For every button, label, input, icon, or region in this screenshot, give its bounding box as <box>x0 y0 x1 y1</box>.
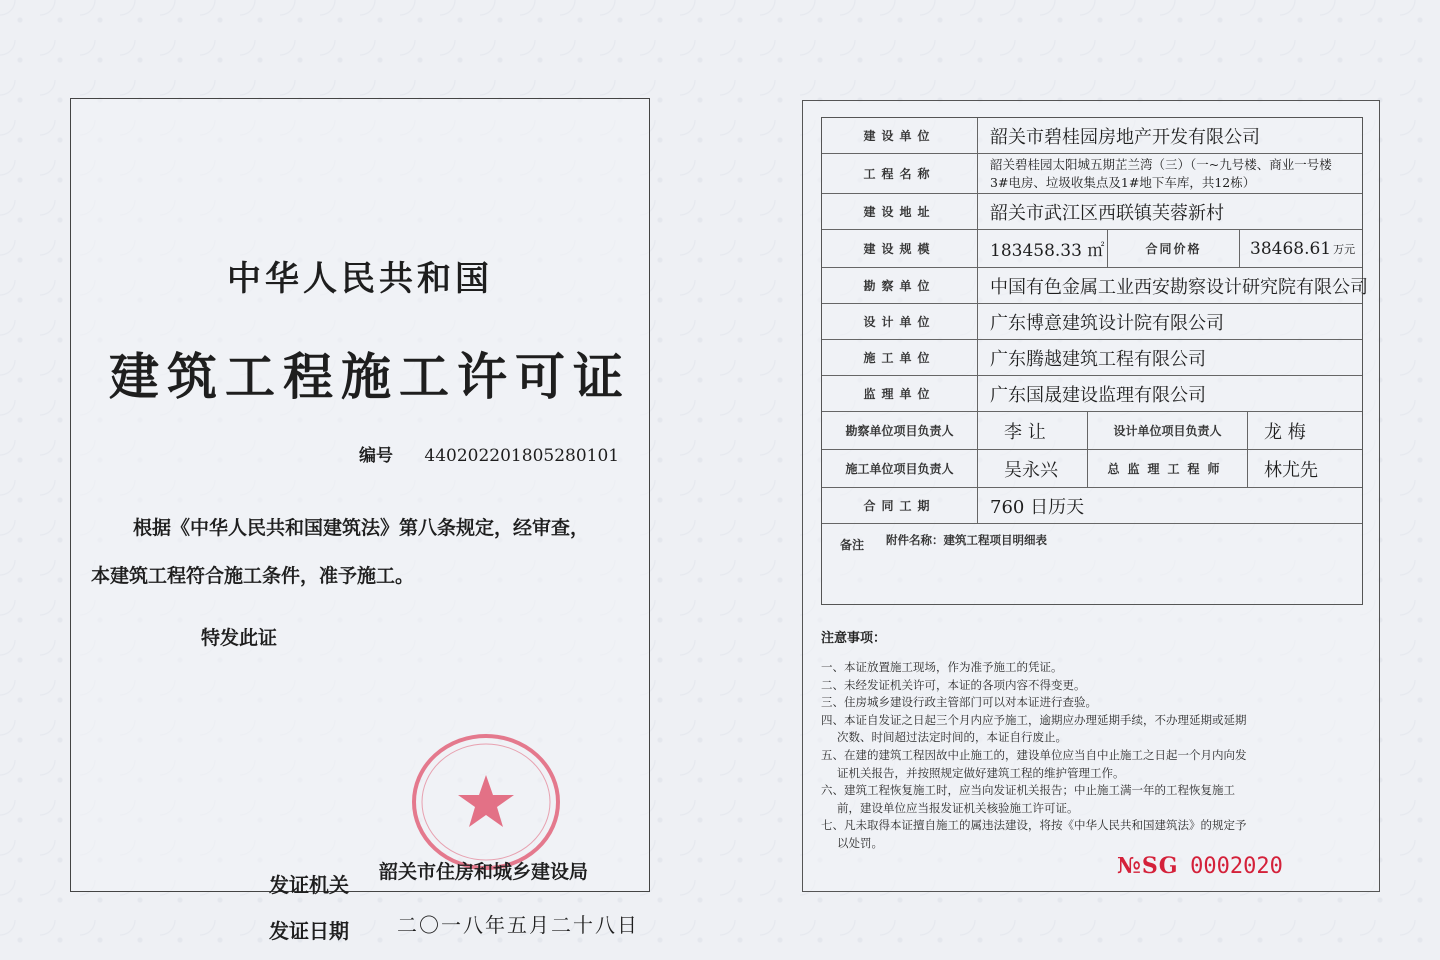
note-item: 证机关报告，并按照规定做好建筑工程的维护管理工作。 <box>837 765 1125 780</box>
table-row <box>822 194 1362 230</box>
permit-cover-page <box>70 98 650 943</box>
row-label: 施工单位项目负责人 <box>822 450 978 487</box>
table-row <box>822 230 1362 268</box>
row-label: 建设单位 <box>822 118 978 153</box>
row-value <box>978 154 1362 193</box>
building-scale-value: 183458.33 ㎡ <box>978 230 1108 267</box>
project-name-line2: 3#电房、垃圾收集点及1#地下车库，共12栋） <box>990 175 1256 190</box>
note-item: 五、在建的建筑工程因故中止施工的，建设单位应当自中止施工之日起一个月内向发 <box>821 747 1247 762</box>
note-item: 二、未经发证机关许可，本证的各项内容不得变更。 <box>821 677 1086 692</box>
table-row <box>822 376 1362 412</box>
project-name-line1: 韶关碧桂园太阳城五期芷兰湾（三）（一~九号楼、商业一号楼 <box>990 157 1332 172</box>
country-name: 中华人民共和国 <box>227 259 493 299</box>
permit-title: 建筑工程施工许可证 <box>109 347 631 406</box>
permit-special-issue: 特发此证 <box>201 627 278 649</box>
contract-price-unit: 万元 <box>1333 242 1356 256</box>
contract-price-value: 38468.61 <box>1250 238 1332 259</box>
notes-title: 注意事项： <box>821 631 887 646</box>
note-item: 以处罚。 <box>837 835 883 850</box>
remark-text: 附件名称：建筑工程项目明细表 <box>886 533 1047 547</box>
permit-detail-table <box>821 117 1368 605</box>
design-lead-label: 设计单位项目负责人 <box>1088 412 1248 449</box>
table-row <box>822 304 1362 340</box>
issue-date: 二〇一八年五月二十八日 <box>397 913 639 937</box>
notes-list <box>821 659 1369 853</box>
row-value: 中国有色金属工业西安勘察设计研究院有限公司 <box>990 276 1368 298</box>
row-label: 建设地址 <box>822 194 978 229</box>
serial-value: 0002020 <box>1190 854 1283 879</box>
issuer-name: 韶关市住房和城乡建设局 <box>379 861 589 883</box>
note-item: 前，建设单位应当报发证机关核验施工许可证。 <box>837 800 1079 815</box>
permit-detail-page <box>802 100 1380 892</box>
row-label: 监理单位 <box>822 376 978 411</box>
row-label: 设计单位 <box>822 304 978 339</box>
chief-supervisor-value: 林尤先 <box>1264 459 1318 481</box>
table-row <box>822 412 1362 450</box>
construction-lead-value: 吴永兴 <box>978 450 1088 487</box>
permit-body-line1: 根据《中华人民共和国建筑法》第八条规定，经审查， <box>133 517 590 539</box>
permit-number-value: 440202201805280101 <box>424 446 620 466</box>
note-item: 六、建筑工程恢复施工时，应当向发证机关报告；中止施工满一年的工程恢复施工 <box>821 783 1235 798</box>
row-value: 韶关市碧桂园房地产开发有限公司 <box>990 126 1260 148</box>
note-item: 四、本证自发证之日起三个月内应予施工，逾期应办理延期手续，不办理延期或延期 <box>821 712 1247 727</box>
permit-body-line2: 本建筑工程符合施工条件，准予施工。 <box>91 565 415 587</box>
serial-prefix: №SG <box>1117 853 1179 879</box>
table-row <box>822 154 1362 194</box>
row-label: 建设规模 <box>822 230 978 267</box>
permit-number-label: 编号 <box>359 446 393 466</box>
row-value: 广东博意建筑设计院有限公司 <box>990 312 1224 334</box>
row-label: 施工单位 <box>822 340 978 375</box>
serial-number <box>1117 853 1283 879</box>
permit-number <box>359 441 619 466</box>
row-label: 勘察单位 <box>822 268 978 303</box>
note-item: 三、住房城乡建设行政主管部门可以对本证进行查验。 <box>821 695 1097 710</box>
table-row <box>822 488 1362 524</box>
contract-price-label: 合同价格 <box>1108 230 1240 267</box>
issue-date-label: 发证日期 <box>269 919 349 943</box>
note-item: 一、本证放置施工现场，作为准予施工的凭证。 <box>821 660 1063 674</box>
table-row <box>822 118 1362 154</box>
row-value: 韶关市武江区西联镇芙蓉新村 <box>990 202 1224 224</box>
note-item: 次数、时间超过法定时间的，本证自行废止。 <box>837 730 1067 745</box>
row-value: 广东腾越建筑工程有限公司 <box>990 348 1206 370</box>
contract-price-cell <box>1240 230 1362 267</box>
row-value: 760 日历天 <box>990 496 1085 518</box>
row-label: 工程名称 <box>822 154 978 193</box>
survey-lead-value: 李 让 <box>978 412 1088 449</box>
issuer-label: 发证机关 <box>269 873 349 897</box>
chief-supervisor-label: 总监理工程师 <box>1088 450 1248 487</box>
row-label: 合同工期 <box>822 488 978 523</box>
official-seal-icon <box>401 727 571 877</box>
remark-row <box>822 524 1362 604</box>
row-label: 勘察单位项目负责人 <box>822 412 978 449</box>
remark-label: 备注 <box>840 538 865 552</box>
table-row <box>822 340 1362 376</box>
row-value: 广东国晟建设监理有限公司 <box>990 384 1206 406</box>
table-row <box>822 450 1362 488</box>
table-row <box>822 268 1368 304</box>
design-lead-value: 龙 梅 <box>1264 421 1306 443</box>
note-item: 七、凡未取得本证擅自施工的属违法建设，将按《中华人民共和国建筑法》的规定予 <box>821 818 1247 833</box>
